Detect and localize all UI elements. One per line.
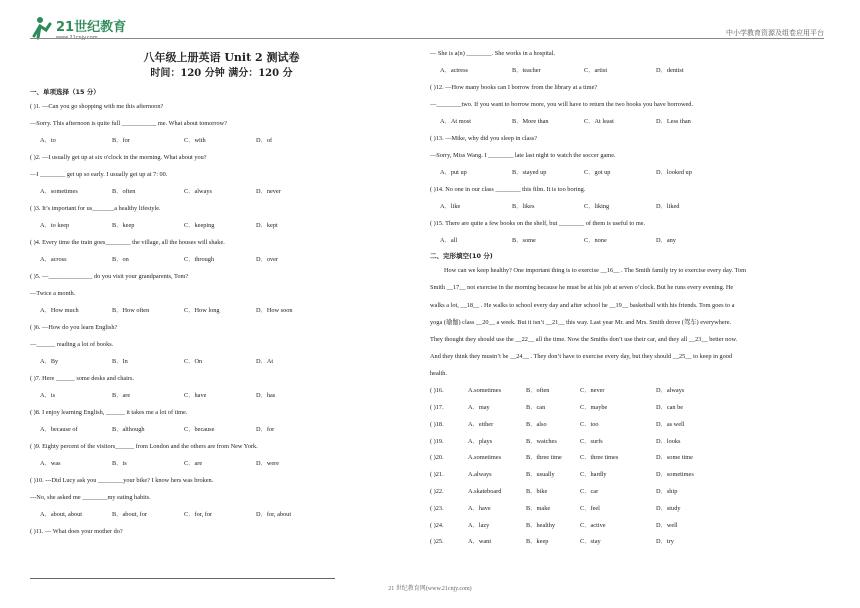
passage-line: walks a lot, __18__ . He walks to school every day and after school he __19__ basketball with his friends. Tom goes to a (430, 301, 735, 309)
option: D．dentist (656, 67, 684, 75)
option: A．because of (40, 426, 78, 434)
question-number: ( )25. (430, 538, 444, 546)
cloze-question-row (430, 518, 827, 535)
option: D．any (656, 237, 676, 245)
option: A．want (468, 538, 492, 546)
option: A．sometimes (40, 188, 78, 196)
left-column (30, 46, 413, 541)
passage-line: And they think they mustn’t be __24__ . They don’t have to exercise every day, but they should __25__ to keep in good (430, 353, 733, 361)
option: C．for, for (184, 511, 213, 519)
option: C．none (584, 237, 607, 245)
option: B．some (512, 237, 536, 245)
cloze-passage (430, 263, 827, 383)
cloze-question-row (430, 400, 827, 417)
logo-sub: www.21cnjy.com (56, 35, 98, 41)
option: C．keeping (184, 222, 215, 230)
right-questions (430, 46, 827, 263)
option: C．are (184, 460, 203, 468)
option: A．all (440, 237, 458, 245)
question-line: ( )1. —Can you go shopping with me this afternoon? (30, 103, 164, 111)
exam-title: 八年级上册英语 Unit 2 测试卷 (143, 51, 300, 64)
cloze-question-row (430, 383, 827, 400)
option: D．looks (656, 437, 681, 445)
answer-options (430, 114, 827, 131)
option: D．How soon (256, 307, 293, 315)
option: A．across (40, 256, 67, 264)
option: D．for, about (256, 511, 292, 519)
question-number: ( )17. (430, 404, 444, 412)
option: B．watches (526, 437, 557, 445)
option: B．are (112, 392, 131, 400)
option: D．Less than (656, 118, 691, 126)
option: B．keep (112, 222, 135, 230)
question-line: ( )9. Eighty percent of the visitors______ from London and the others are from New York. (30, 443, 258, 451)
option: D．has (256, 392, 276, 400)
cloze-question-row (430, 434, 827, 451)
passage-line: How can we keep healthy? One important thing is to exercise __16__ . The Smith family try to exercise every day. Tom (444, 267, 746, 275)
cloze-question-row (430, 534, 827, 551)
option: C．never (580, 387, 605, 395)
answer-options (430, 199, 827, 216)
answer-options (430, 233, 827, 250)
option: A．either (468, 420, 494, 428)
option: B．In (112, 358, 128, 366)
passage-line: They thought they should use the __22__ all the time. Now the Smiths don’t use their car, and they all __23__ better now. (430, 335, 738, 343)
cloze-question-row (430, 467, 827, 484)
option: B．teacher (512, 67, 541, 75)
question-line: ( )10. ---Did Lucy ask you ________your bike? I know hers was broken. (30, 477, 214, 485)
option: D．liked (656, 203, 680, 211)
cloze-question-row (430, 417, 827, 434)
question-line: —I ________ get up so early. I usually get up at 7: 00. (30, 171, 168, 179)
answer-options (30, 507, 413, 524)
question-line: —Sorry, Miss Wang. I ________ late last night to watch the soccer game. (430, 152, 616, 160)
option: A．actress (440, 67, 468, 75)
cloze-question-row (430, 501, 827, 518)
option: A．At most (440, 118, 471, 126)
option: C．On (184, 358, 203, 366)
header-divider (30, 38, 824, 39)
option: B．although (112, 426, 145, 434)
answer-options (30, 218, 413, 235)
passage-line: Smith __17__ not exercise in the morning because he must be at his job at seven o’clock. But he runs every evening. He (430, 284, 734, 292)
question-line: —Twice a month. (30, 290, 76, 298)
question-number: ( )23. (430, 504, 444, 512)
option: C．car (580, 488, 599, 496)
option: A．plays (468, 437, 493, 445)
option: B．often (526, 387, 550, 395)
option: B．likes (512, 203, 535, 211)
runner-icon (34, 17, 50, 38)
option: C．have (184, 392, 207, 400)
option: D．as well (656, 420, 685, 428)
option: D．try (656, 538, 674, 546)
option: D．over (256, 256, 279, 264)
option: D．well (656, 521, 678, 529)
answer-options (430, 165, 827, 182)
question-line: — She is a(n) ________. She works in a hospital. (430, 50, 556, 58)
question-number: ( )22. (430, 488, 444, 496)
cloze-question-row (430, 451, 827, 468)
question-line: —Sorry. This afternoon is quite full ___________ me. What about tomorrow? (30, 120, 227, 128)
question-line: ( )8. I enjoy learning English, ______ it takes me a lot of time. (30, 409, 188, 417)
question-number: ( )19. (430, 437, 444, 445)
question-line: ( )14. No one in our class ________ this film. It is too boring. (430, 186, 586, 194)
question-line: ( )6. —How do you learn English? (30, 324, 118, 332)
option: C．feel (580, 504, 600, 512)
answer-options (30, 456, 413, 473)
right-column (430, 46, 827, 551)
option: C．always (184, 188, 212, 196)
option: C．How long (184, 307, 220, 315)
option: A．have (468, 504, 491, 512)
option: A．How much (40, 307, 79, 315)
platform-name: 中小学教育资源及组卷应用平台 (726, 29, 824, 37)
option: C．liking (584, 203, 610, 211)
option: D．were (256, 460, 280, 468)
option: C．because (184, 426, 215, 434)
question-line: ( )5. —______________ do you visit your grandparents, Tom? (30, 273, 189, 281)
answer-options (30, 303, 413, 320)
option: C．At least (584, 118, 614, 126)
option: B．often (112, 188, 136, 196)
question-line: —________two. If you want to borrow more, you will have to return the two books you have borrowed. (430, 101, 694, 109)
option: A．put up (440, 169, 467, 177)
answer-options (30, 388, 413, 405)
question-line: ( )12. —How many books can I borrow from the library at a time? (430, 84, 598, 92)
section-heading: 二、完形填空(10 分) (430, 251, 493, 260)
option: A.skateboard (468, 488, 502, 496)
option: A.always (468, 471, 492, 479)
answer-options (30, 184, 413, 201)
footer-divider (30, 578, 335, 579)
question-line: ---No, she asked me ________my eating habits. (30, 494, 151, 502)
question-line: ( )7. Here ______ some desks and chairs. (30, 375, 135, 383)
option: C．three times (580, 454, 619, 462)
option: B．How often (112, 307, 150, 315)
option: B．about, for (112, 511, 147, 519)
logo-text: 21世纪教育 (56, 20, 127, 35)
option: D．At (256, 358, 274, 366)
option: B．bike (526, 488, 548, 496)
question-line: ( )2. —I usually get up at six o'clock in the morning. What about you? (30, 154, 207, 162)
option: D．for (256, 426, 275, 434)
option: A．about, about (40, 511, 82, 519)
option: D．ship (656, 488, 678, 496)
section-heading: 一、单项选择（15 分） (30, 87, 100, 96)
option: D．study (656, 504, 681, 512)
option: A．like (440, 203, 461, 211)
option: C．through (184, 256, 215, 264)
option: B．make (526, 504, 551, 512)
option: B．on (112, 256, 129, 264)
option: B．More than (512, 118, 549, 126)
cloze-question-row (430, 484, 827, 501)
option: C．hardly (580, 471, 607, 479)
option: C．got up (584, 169, 611, 177)
option: C．too (580, 420, 599, 428)
question-number: ( )21. (430, 471, 444, 479)
passage-line: health. (430, 370, 447, 378)
option: B．can (526, 404, 546, 412)
option: C．with (184, 137, 206, 145)
question-line: —______ reading a lot of books. (30, 341, 114, 349)
question-number: ( )20. (430, 454, 444, 462)
option: D．looked up (656, 169, 692, 177)
passage-line: yoga (瑜伽) class __20__ a week. But it isn’t __21__ this way. Last year Mr. and Mrs. Smith drove (驾车) everywhere. (430, 318, 732, 326)
option: A.sometimes (468, 387, 502, 395)
option: D．never (256, 188, 281, 196)
answer-options (430, 63, 827, 80)
option: D．some time (656, 454, 693, 462)
question-number: ( )16. (430, 387, 444, 395)
option: A．to keep (40, 222, 70, 230)
option: B．stayed up (512, 169, 547, 177)
option: A．lazy (468, 521, 490, 529)
option: C．active (580, 521, 606, 529)
answer-options (30, 422, 413, 439)
question-line: ( )13. —Mike, why did you sleep in class? (430, 135, 538, 143)
exam-subtitle: 时间：120 分钟 满分：120 分 (150, 68, 293, 79)
option: D．of (256, 137, 273, 145)
option: A．to (40, 137, 56, 145)
option: B．healthy (526, 521, 556, 529)
option: D．sometimes (656, 471, 694, 479)
option: D．can be (656, 404, 684, 412)
question-line: ( )3. It’s important for us_______a healthy lifestyle. (30, 205, 161, 213)
option: B．three time (526, 454, 562, 462)
option: D．always (656, 387, 685, 395)
option: A．was (40, 460, 61, 468)
option: C．artist (584, 67, 608, 75)
option: A．is (40, 392, 56, 400)
question-number: ( )24. (430, 521, 444, 529)
footer-text: 21 世纪教育网(www.21cnjy.com) (388, 586, 472, 592)
option: B．for (112, 137, 130, 145)
question-number: ( )18. (430, 420, 444, 428)
option: C．maybe (580, 404, 608, 412)
question-line: ( )15. There are quite a few books on the shelf, but ________ of them is useful to me. (430, 220, 646, 228)
option: B．usually (526, 471, 555, 479)
option: A．may (468, 404, 490, 412)
answer-options (30, 252, 413, 269)
question-line: ( )11. — What does your mother do? (30, 528, 123, 536)
option: D．kept (256, 222, 278, 230)
option: A．By (40, 358, 59, 366)
cloze-options (430, 383, 827, 551)
option: B．is (112, 460, 127, 468)
option: C．surfs (580, 437, 603, 445)
option: B．also (526, 420, 547, 428)
option: B．keep (526, 538, 549, 546)
answer-options (30, 133, 413, 150)
option: C．stay (580, 538, 601, 546)
left-questions (30, 86, 413, 541)
answer-options (30, 354, 413, 371)
option: A.sometimes (468, 454, 502, 462)
question-line: ( )4. Every time the train goes________ the village, all the houses will shake. (30, 239, 225, 247)
